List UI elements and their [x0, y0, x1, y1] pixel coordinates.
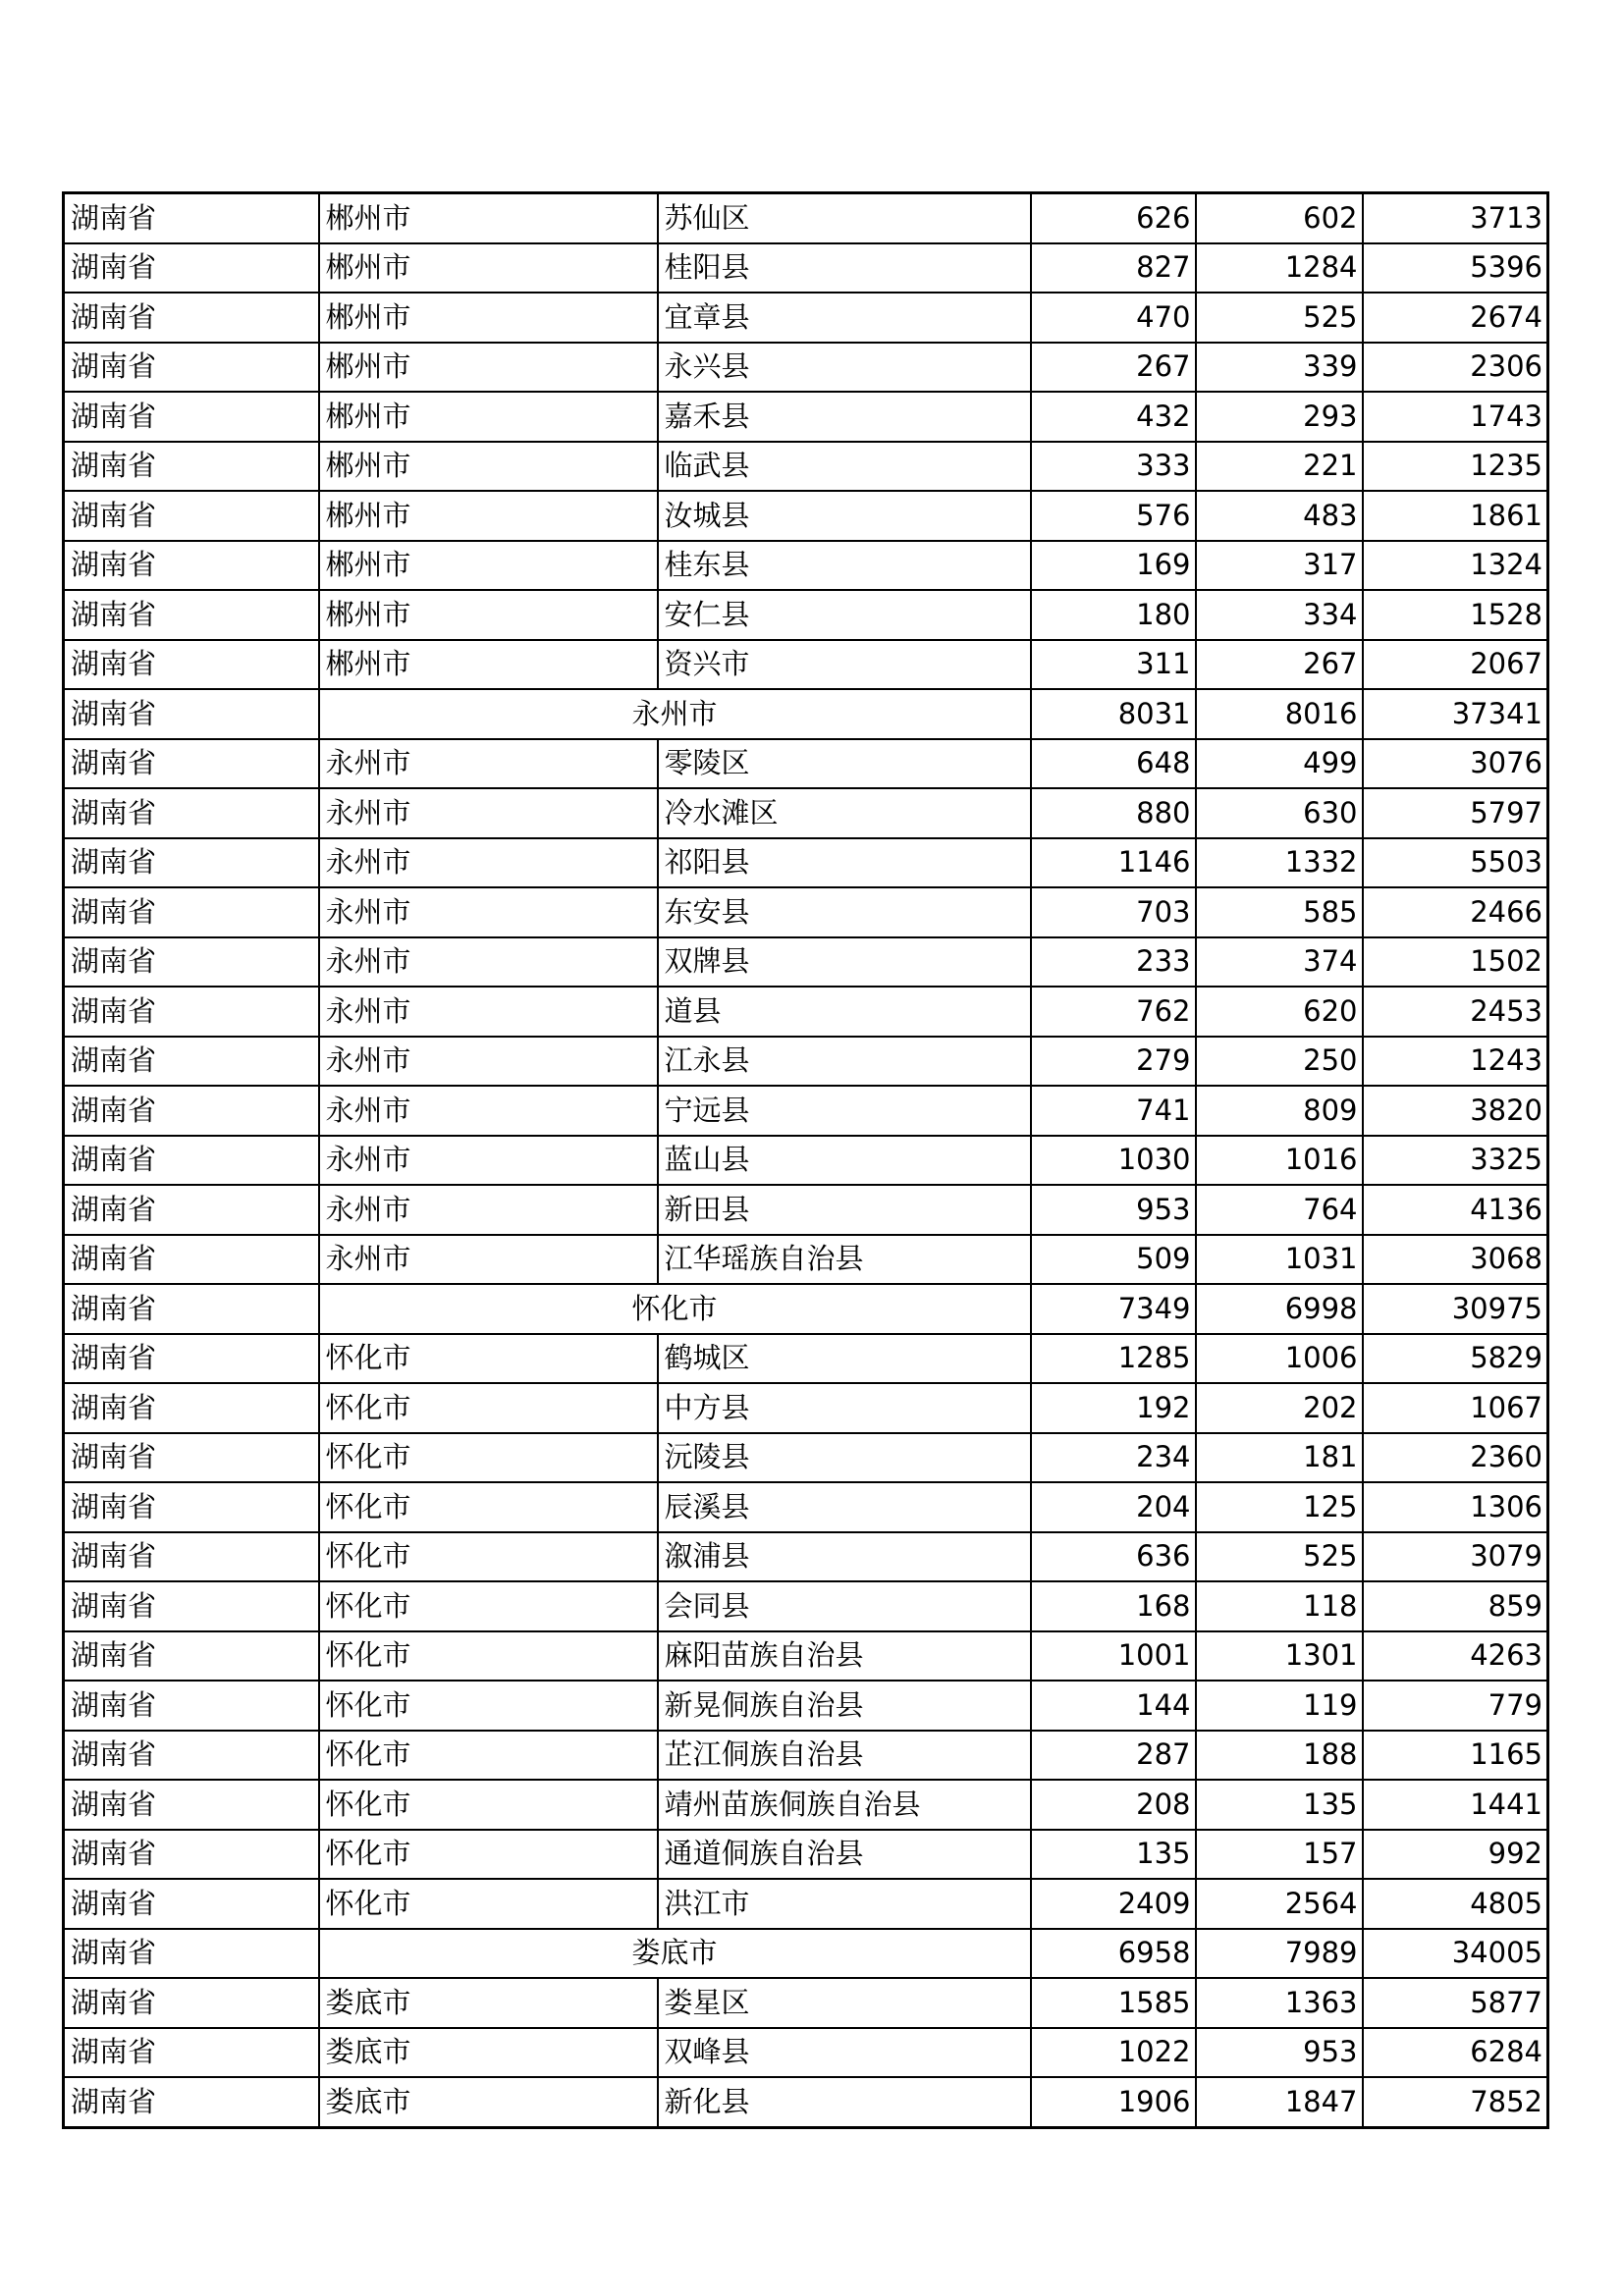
value2-cell: 809 — [1196, 1086, 1363, 1136]
city-cell: 怀化市 — [319, 1879, 658, 1929]
value2-cell: 585 — [1196, 887, 1363, 937]
province-cell: 湖南省 — [64, 293, 319, 343]
value3-cell: 1165 — [1363, 1731, 1548, 1781]
value1-cell: 576 — [1031, 491, 1196, 541]
county-cell: 会同县 — [658, 1581, 1031, 1631]
value1-cell: 741 — [1031, 1086, 1196, 1136]
county-cell: 东安县 — [658, 887, 1031, 937]
table-row — [64, 491, 1548, 541]
province-cell: 湖南省 — [64, 243, 319, 294]
value3-cell: 1528 — [1363, 590, 1548, 640]
value2-cell: 118 — [1196, 1581, 1363, 1631]
city-cell: 永州市 — [319, 1185, 658, 1235]
value3-cell: 1502 — [1363, 937, 1548, 988]
province-cell: 湖南省 — [64, 2028, 319, 2078]
value3-cell: 1441 — [1363, 1780, 1548, 1830]
province-cell: 湖南省 — [64, 1581, 319, 1631]
county-cell: 通道侗族自治县 — [658, 1830, 1031, 1880]
province-cell: 湖南省 — [64, 1482, 319, 1532]
province-cell: 湖南省 — [64, 1879, 319, 1929]
table-row — [64, 1978, 1548, 2028]
value3-cell: 5797 — [1363, 788, 1548, 838]
value3-cell: 5503 — [1363, 838, 1548, 888]
table-row — [64, 788, 1548, 838]
province-cell: 湖南省 — [64, 887, 319, 937]
value1-cell: 762 — [1031, 987, 1196, 1037]
value2-cell: 1031 — [1196, 1235, 1363, 1285]
value1-cell: 144 — [1031, 1681, 1196, 1731]
value2-cell: 1363 — [1196, 1978, 1363, 2028]
value2-cell: 157 — [1196, 1830, 1363, 1880]
province-cell: 湖南省 — [64, 1334, 319, 1384]
value3-cell: 3713 — [1363, 193, 1548, 243]
value3-cell: 6284 — [1363, 2028, 1548, 2078]
value2-cell: 525 — [1196, 1532, 1363, 1582]
value3-cell: 4805 — [1363, 1879, 1548, 1929]
table-row — [64, 1334, 1548, 1384]
city-cell: 怀化市 — [319, 1334, 658, 1384]
city-cell: 怀化市 — [319, 1681, 658, 1731]
table-row — [64, 1136, 1548, 1186]
value2-cell: 119 — [1196, 1681, 1363, 1731]
province-cell: 湖南省 — [64, 1383, 319, 1433]
city-cell: 永州市 — [319, 788, 658, 838]
table-row — [64, 1532, 1548, 1582]
province-cell: 湖南省 — [64, 193, 319, 243]
province-cell: 湖南省 — [64, 541, 319, 591]
province-cell: 湖南省 — [64, 1731, 319, 1781]
value2-cell: 293 — [1196, 392, 1363, 442]
value1-cell: 208 — [1031, 1780, 1196, 1830]
value1-cell: 1285 — [1031, 1334, 1196, 1384]
province-cell: 湖南省 — [64, 442, 319, 492]
value1-cell: 470 — [1031, 293, 1196, 343]
value3-cell: 3325 — [1363, 1136, 1548, 1186]
value3-cell: 2067 — [1363, 640, 1548, 690]
county-cell: 宜章县 — [658, 293, 1031, 343]
table-row — [64, 1631, 1548, 1682]
value3-cell: 4136 — [1363, 1185, 1548, 1235]
value2-cell: 620 — [1196, 987, 1363, 1037]
value2-cell: 483 — [1196, 491, 1363, 541]
city-cell: 郴州市 — [319, 243, 658, 294]
value1-cell: 953 — [1031, 1185, 1196, 1235]
value2-cell: 135 — [1196, 1780, 1363, 1830]
value1-cell: 279 — [1031, 1037, 1196, 1087]
value2-cell: 764 — [1196, 1185, 1363, 1235]
table-row — [64, 1780, 1548, 1830]
value1-cell: 1030 — [1031, 1136, 1196, 1186]
city-total-label-cell: 永州市 — [319, 689, 1031, 739]
county-cell: 芷江侗族自治县 — [658, 1731, 1031, 1781]
data-table — [62, 191, 1549, 2129]
value3-cell: 1306 — [1363, 1482, 1548, 1532]
city-cell: 郴州市 — [319, 640, 658, 690]
city-cell: 永州市 — [319, 987, 658, 1037]
table-row — [64, 1879, 1548, 1929]
county-cell: 江华瑶族自治县 — [658, 1235, 1031, 1285]
value2-cell: 7989 — [1196, 1929, 1363, 1979]
province-cell: 湖南省 — [64, 1284, 319, 1334]
value1-cell: 333 — [1031, 442, 1196, 492]
county-cell: 鹤城区 — [658, 1334, 1031, 1384]
county-cell: 蓝山县 — [658, 1136, 1031, 1186]
table-row — [64, 590, 1548, 640]
value3-cell: 5829 — [1363, 1334, 1548, 1384]
value3-cell: 992 — [1363, 1830, 1548, 1880]
value3-cell: 1243 — [1363, 1037, 1548, 1087]
city-subtotal-row — [64, 1929, 1548, 1979]
province-cell: 湖南省 — [64, 937, 319, 988]
county-cell: 新化县 — [658, 2077, 1031, 2127]
table-row — [64, 1830, 1548, 1880]
value2-cell: 188 — [1196, 1731, 1363, 1781]
value1-cell: 267 — [1031, 343, 1196, 393]
city-cell: 永州市 — [319, 838, 658, 888]
value2-cell: 499 — [1196, 739, 1363, 789]
county-cell: 靖州苗族侗族自治县 — [658, 1780, 1031, 1830]
value3-cell: 4263 — [1363, 1631, 1548, 1682]
province-cell: 湖南省 — [64, 640, 319, 690]
value2-cell: 125 — [1196, 1482, 1363, 1532]
province-cell: 湖南省 — [64, 590, 319, 640]
value3-cell: 859 — [1363, 1581, 1548, 1631]
city-cell: 怀化市 — [319, 1532, 658, 1582]
value2-cell: 525 — [1196, 293, 1363, 343]
table-row — [64, 1681, 1548, 1731]
county-cell: 零陵区 — [658, 739, 1031, 789]
table-row — [64, 937, 1548, 988]
value1-cell: 636 — [1031, 1532, 1196, 1582]
value3-cell: 3076 — [1363, 739, 1548, 789]
value1-cell: 192 — [1031, 1383, 1196, 1433]
county-cell: 中方县 — [658, 1383, 1031, 1433]
table-row — [64, 2077, 1548, 2127]
table-row — [64, 1731, 1548, 1781]
table-row — [64, 343, 1548, 393]
value3-cell: 3068 — [1363, 1235, 1548, 1285]
value1-cell: 311 — [1031, 640, 1196, 690]
county-cell: 冷水滩区 — [658, 788, 1031, 838]
value3-cell: 1235 — [1363, 442, 1548, 492]
county-cell: 双牌县 — [658, 937, 1031, 988]
county-cell: 麻阳苗族自治县 — [658, 1631, 1031, 1682]
value2-cell: 1332 — [1196, 838, 1363, 888]
table-body — [64, 193, 1548, 2128]
value3-cell: 2453 — [1363, 987, 1548, 1037]
value3-cell: 3820 — [1363, 1086, 1548, 1136]
county-cell: 苏仙区 — [658, 193, 1031, 243]
value1-cell: 880 — [1031, 788, 1196, 838]
city-cell: 郴州市 — [319, 541, 658, 591]
value1-cell: 1022 — [1031, 2028, 1196, 2078]
province-cell: 湖南省 — [64, 2077, 319, 2127]
value2-cell: 339 — [1196, 343, 1363, 393]
county-cell: 辰溪县 — [658, 1482, 1031, 1532]
city-cell: 怀化市 — [319, 1383, 658, 1433]
county-cell: 沅陵县 — [658, 1433, 1031, 1483]
province-cell: 湖南省 — [64, 1185, 319, 1235]
value3-cell: 2306 — [1363, 343, 1548, 393]
value1-cell: 234 — [1031, 1433, 1196, 1483]
province-cell: 湖南省 — [64, 343, 319, 393]
county-cell: 江永县 — [658, 1037, 1031, 1087]
county-cell: 祁阳县 — [658, 838, 1031, 888]
value2-cell: 1301 — [1196, 1631, 1363, 1682]
city-cell: 永州市 — [319, 1235, 658, 1285]
value2-cell: 317 — [1196, 541, 1363, 591]
value2-cell: 8016 — [1196, 689, 1363, 739]
value2-cell: 1847 — [1196, 2077, 1363, 2127]
table-row — [64, 392, 1548, 442]
value3-cell: 2360 — [1363, 1433, 1548, 1483]
table-row — [64, 1433, 1548, 1483]
city-cell: 怀化市 — [319, 1482, 658, 1532]
table-row — [64, 193, 1548, 243]
province-cell: 湖南省 — [64, 1929, 319, 1979]
city-cell: 怀化市 — [319, 1830, 658, 1880]
value1-cell: 135 — [1031, 1830, 1196, 1880]
value3-cell: 779 — [1363, 1681, 1548, 1731]
value3-cell: 2674 — [1363, 293, 1548, 343]
city-cell: 郴州市 — [319, 590, 658, 640]
value1-cell: 169 — [1031, 541, 1196, 591]
value2-cell: 630 — [1196, 788, 1363, 838]
county-cell: 桂阳县 — [658, 243, 1031, 294]
value1-cell: 509 — [1031, 1235, 1196, 1285]
table-row — [64, 2028, 1548, 2078]
table-row — [64, 1037, 1548, 1087]
city-cell: 怀化市 — [319, 1581, 658, 1631]
value3-cell: 5877 — [1363, 1978, 1548, 2028]
table-row — [64, 1086, 1548, 1136]
province-cell: 湖南省 — [64, 1433, 319, 1483]
province-cell: 湖南省 — [64, 1830, 319, 1880]
county-cell: 资兴市 — [658, 640, 1031, 690]
province-cell: 湖南省 — [64, 1681, 319, 1731]
value3-cell: 2466 — [1363, 887, 1548, 937]
value2-cell: 334 — [1196, 590, 1363, 640]
city-total-label-cell: 怀化市 — [319, 1284, 1031, 1334]
county-cell: 洪江市 — [658, 1879, 1031, 1929]
table-row — [64, 293, 1548, 343]
value2-cell: 181 — [1196, 1433, 1363, 1483]
value2-cell: 602 — [1196, 193, 1363, 243]
province-cell: 湖南省 — [64, 788, 319, 838]
value3-cell: 5396 — [1363, 243, 1548, 294]
value1-cell: 8031 — [1031, 689, 1196, 739]
table-row — [64, 1383, 1548, 1433]
table-row — [64, 1185, 1548, 1235]
value1-cell: 1001 — [1031, 1631, 1196, 1682]
value2-cell: 221 — [1196, 442, 1363, 492]
table-row — [64, 1581, 1548, 1631]
city-cell: 永州市 — [319, 1086, 658, 1136]
value3-cell: 1324 — [1363, 541, 1548, 591]
value3-cell: 30975 — [1363, 1284, 1548, 1334]
county-cell: 新晃侗族自治县 — [658, 1681, 1031, 1731]
value3-cell: 1067 — [1363, 1383, 1548, 1433]
city-cell: 郴州市 — [319, 491, 658, 541]
value1-cell: 180 — [1031, 590, 1196, 640]
county-cell: 溆浦县 — [658, 1532, 1031, 1582]
value1-cell: 1146 — [1031, 838, 1196, 888]
county-cell: 新田县 — [658, 1185, 1031, 1235]
city-cell: 怀化市 — [319, 1433, 658, 1483]
value2-cell: 953 — [1196, 2028, 1363, 2078]
city-subtotal-row — [64, 689, 1548, 739]
value1-cell: 648 — [1031, 739, 1196, 789]
value1-cell: 287 — [1031, 1731, 1196, 1781]
table-row — [64, 1235, 1548, 1285]
value2-cell: 1284 — [1196, 243, 1363, 294]
county-cell: 汝城县 — [658, 491, 1031, 541]
city-cell: 郴州市 — [319, 193, 658, 243]
city-cell: 郴州市 — [319, 392, 658, 442]
table-row — [64, 243, 1548, 294]
value2-cell: 267 — [1196, 640, 1363, 690]
value3-cell: 7852 — [1363, 2077, 1548, 2127]
city-cell: 永州市 — [319, 739, 658, 789]
value3-cell: 1861 — [1363, 491, 1548, 541]
city-cell: 郴州市 — [319, 343, 658, 393]
value3-cell: 37341 — [1363, 689, 1548, 739]
value2-cell: 202 — [1196, 1383, 1363, 1433]
value2-cell: 250 — [1196, 1037, 1363, 1087]
value2-cell: 2564 — [1196, 1879, 1363, 1929]
city-cell: 怀化市 — [319, 1631, 658, 1682]
value1-cell: 703 — [1031, 887, 1196, 937]
city-cell: 永州市 — [319, 887, 658, 937]
city-cell: 娄底市 — [319, 1978, 658, 2028]
city-subtotal-row — [64, 1284, 1548, 1334]
county-cell: 桂东县 — [658, 541, 1031, 591]
value3-cell: 1743 — [1363, 392, 1548, 442]
city-cell: 怀化市 — [319, 1780, 658, 1830]
value1-cell: 2409 — [1031, 1879, 1196, 1929]
province-cell: 湖南省 — [64, 491, 319, 541]
value1-cell: 7349 — [1031, 1284, 1196, 1334]
value1-cell: 204 — [1031, 1482, 1196, 1532]
province-cell: 湖南省 — [64, 739, 319, 789]
province-cell: 湖南省 — [64, 1780, 319, 1830]
province-cell: 湖南省 — [64, 1631, 319, 1682]
value1-cell: 233 — [1031, 937, 1196, 988]
county-cell: 嘉禾县 — [658, 392, 1031, 442]
table-row — [64, 640, 1548, 690]
province-cell: 湖南省 — [64, 1086, 319, 1136]
city-total-label-cell: 娄底市 — [319, 1929, 1031, 1979]
table-row — [64, 739, 1548, 789]
county-cell: 安仁县 — [658, 590, 1031, 640]
city-cell: 娄底市 — [319, 2077, 658, 2127]
city-cell: 郴州市 — [319, 442, 658, 492]
county-cell: 道县 — [658, 987, 1031, 1037]
city-cell: 永州市 — [319, 1136, 658, 1186]
province-cell: 湖南省 — [64, 987, 319, 1037]
county-cell: 永兴县 — [658, 343, 1031, 393]
city-cell: 怀化市 — [319, 1731, 658, 1781]
value2-cell: 1016 — [1196, 1136, 1363, 1186]
table-row — [64, 541, 1548, 591]
value1-cell: 626 — [1031, 193, 1196, 243]
value2-cell: 6998 — [1196, 1284, 1363, 1334]
value2-cell: 374 — [1196, 937, 1363, 988]
value1-cell: 1906 — [1031, 2077, 1196, 2127]
province-cell: 湖南省 — [64, 689, 319, 739]
value1-cell: 827 — [1031, 243, 1196, 294]
county-cell: 宁远县 — [658, 1086, 1031, 1136]
value2-cell: 1006 — [1196, 1334, 1363, 1384]
value1-cell: 432 — [1031, 392, 1196, 442]
table-row — [64, 442, 1548, 492]
city-cell: 娄底市 — [319, 2028, 658, 2078]
province-cell: 湖南省 — [64, 838, 319, 888]
value1-cell: 168 — [1031, 1581, 1196, 1631]
table-row — [64, 887, 1548, 937]
table-row — [64, 1482, 1548, 1532]
value1-cell: 6958 — [1031, 1929, 1196, 1979]
province-cell: 湖南省 — [64, 1532, 319, 1582]
table-row — [64, 838, 1548, 888]
county-cell: 娄星区 — [658, 1978, 1031, 2028]
value3-cell: 34005 — [1363, 1929, 1548, 1979]
province-cell: 湖南省 — [64, 1136, 319, 1186]
value3-cell: 3079 — [1363, 1532, 1548, 1582]
province-cell: 湖南省 — [64, 392, 319, 442]
province-cell: 湖南省 — [64, 1037, 319, 1087]
city-cell: 郴州市 — [319, 293, 658, 343]
county-cell: 双峰县 — [658, 2028, 1031, 2078]
county-cell: 临武县 — [658, 442, 1031, 492]
city-cell: 永州市 — [319, 1037, 658, 1087]
city-cell: 永州市 — [319, 937, 658, 988]
table-row — [64, 987, 1548, 1037]
province-cell: 湖南省 — [64, 1978, 319, 2028]
province-cell: 湖南省 — [64, 1235, 319, 1285]
value1-cell: 1585 — [1031, 1978, 1196, 2028]
